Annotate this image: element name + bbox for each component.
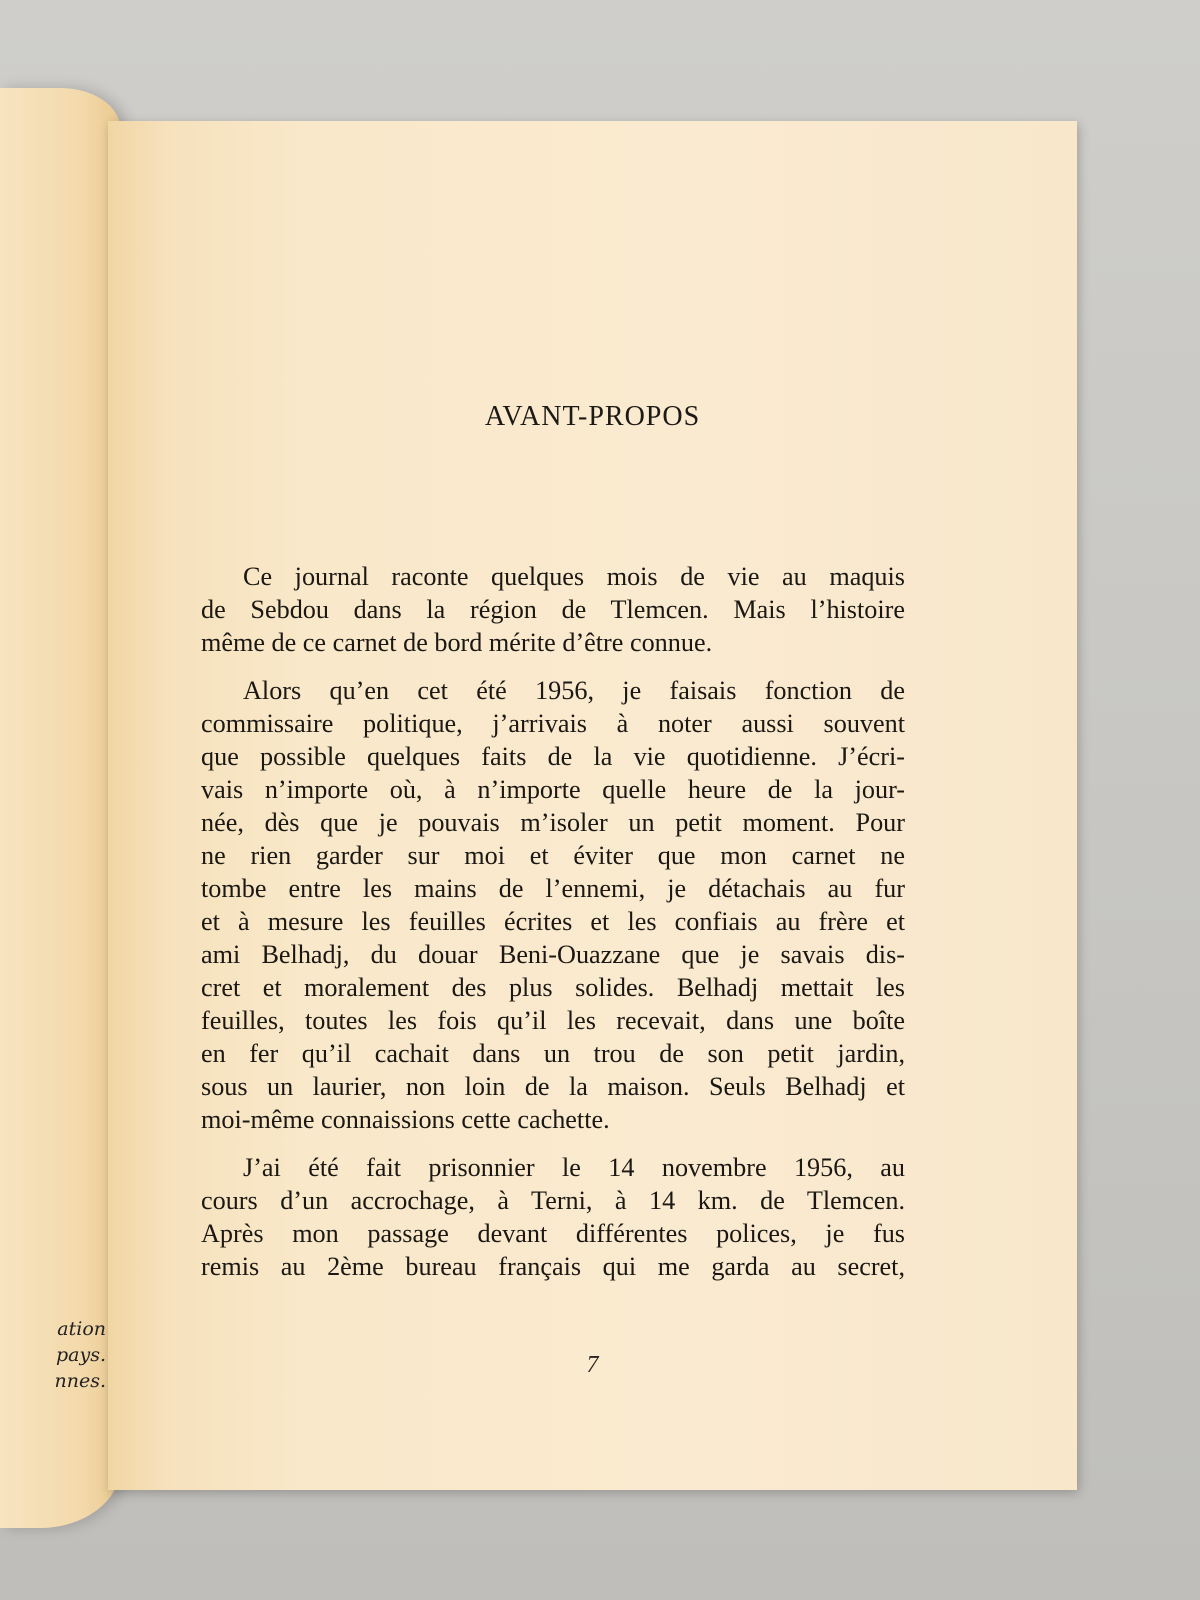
left-page-line: nnes.: [54, 1370, 106, 1392]
text-line: J’ai été fait prisonnier le 14 novembre 1956, au: [243, 1153, 905, 1182]
text-line: sous un laurier, non loin de la maison. Seuls Belhadj et: [201, 1072, 905, 1101]
text-line: ami Belhadj, du douar Beni-Ouazzane que je savais dis-: [201, 940, 905, 969]
page-body: [201, 560, 905, 1298]
text-line: et à mesure les feuilles écrites et les confiais au frère et: [201, 907, 905, 936]
text-line: cret et moralement des plus solides. Belhadj mettait les: [201, 973, 905, 1002]
page-title: AVANT-PROPOS: [484, 401, 701, 432]
text-line: moi-même connaissions cette cachette.: [201, 1105, 610, 1134]
text-line: vais n’importe où, à n’importe quelle heure de la jour-: [201, 775, 905, 804]
text-line: remis au 2ème bureau français qui me garda au secret,: [201, 1252, 905, 1281]
text-line: même de ce carnet de bord mérite d’être connue.: [201, 628, 713, 657]
left-page-line: pays.: [55, 1344, 106, 1366]
page-number: 7: [586, 1352, 599, 1378]
text-line: commissaire politique, j’arrivais à noter aussi souvent: [201, 709, 905, 738]
text-line: cours d’un accrochage, à Terni, à 14 km. de Tlemcen.: [201, 1186, 905, 1215]
paragraph: [201, 1151, 905, 1283]
text-line: ne rien garder sur moi et éviter que mon carnet ne: [201, 841, 905, 870]
text-line: Ce journal raconte quelques mois de vie au maquis: [243, 562, 905, 591]
text-line: que possible quelques faits de la vie quotidienne. J’écri-: [201, 742, 905, 771]
text-line: Après mon passage devant différentes polices, je fus: [201, 1219, 905, 1248]
text-line: Alors qu’en cet été 1956, je faisais fonction de: [243, 676, 905, 705]
paragraph: [201, 560, 905, 659]
text-line: tombe entre les mains de l’ennemi, je détachais au fur: [201, 874, 905, 903]
text-line: en fer qu’il cachait dans un trou de son petit jardin,: [201, 1039, 905, 1068]
text-line: feuilles, toutes les fois qu’il les recevait, dans une boîte: [201, 1006, 905, 1035]
text-line: née, dès que je pouvais m’isoler un petit moment. Pour: [201, 808, 905, 837]
text-line: de Sebdou dans la région de Tlemcen. Mais l’histoire: [201, 595, 905, 624]
paragraph: [201, 674, 905, 1136]
left-page: [0, 88, 120, 1528]
left-page-line: ation: [57, 1318, 106, 1340]
left-page-text: [54, 1316, 106, 1394]
